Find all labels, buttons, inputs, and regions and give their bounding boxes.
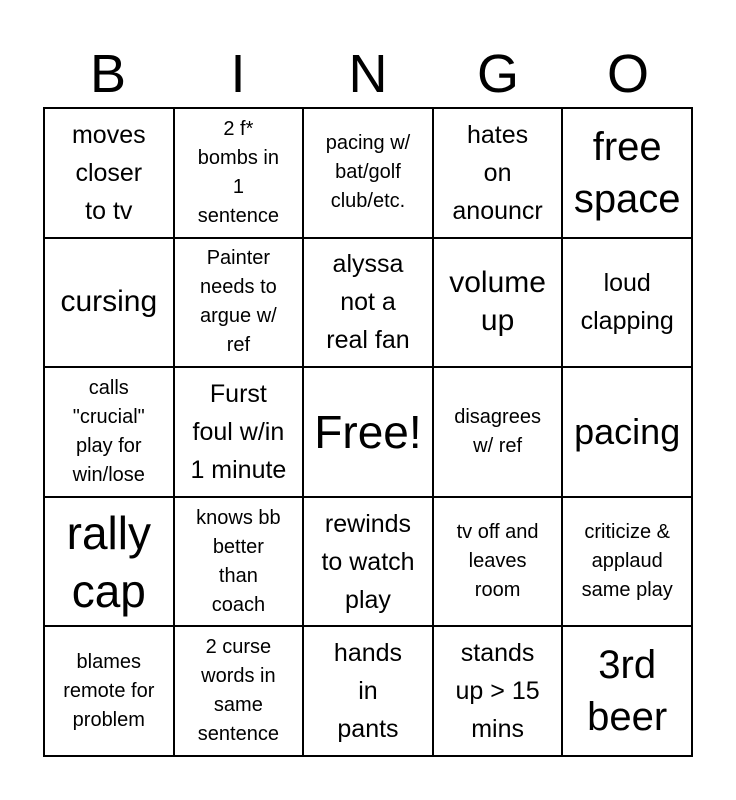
cell-text: calls "crucial" play for win/lose (72, 376, 145, 486)
cell-text: Furst foul w/in 1 minute (190, 379, 287, 484)
bingo-cell[interactable] (433, 108, 563, 238)
bingo-cell[interactable] (562, 108, 692, 238)
bingo-cell[interactable] (44, 626, 174, 756)
bingo-cell[interactable] (433, 367, 563, 497)
cell-text: knows bb better than coach (196, 506, 281, 616)
header-letter-g: G (476, 44, 519, 104)
cell-text: Free! (314, 405, 422, 458)
cell-text: 2 f* bombs in 1 sentence (197, 117, 279, 227)
bingo-cell[interactable] (44, 238, 174, 368)
cell-text: free space (573, 124, 681, 221)
bingo-cell[interactable] (433, 626, 563, 756)
bingo-cell[interactable] (174, 238, 304, 368)
cell-text: hates on anouncr (452, 120, 543, 225)
bingo-cell[interactable] (303, 238, 433, 368)
cell-text: disagrees w/ ref (454, 405, 541, 457)
header-letter-n: N (348, 44, 388, 104)
cell-text: volume up (449, 266, 546, 338)
header-letter-i: I (230, 44, 246, 104)
cell-text: blames remote for problem (63, 650, 155, 731)
cell-text: criticize & applaud same play (581, 521, 673, 602)
bingo-cell[interactable] (433, 497, 563, 627)
cell-text: pacing w/ bat/golf club/etc. (325, 132, 411, 213)
bingo-cell[interactable] (303, 497, 433, 627)
cell-text: stands up > 15 mins (455, 639, 540, 744)
bingo-cell[interactable] (44, 367, 174, 497)
cell-text: alyssa not a real fan (326, 250, 410, 355)
header-letter-b: B (89, 44, 127, 104)
cell-text: moves closer to tv (71, 120, 146, 225)
cell-text: rewinds to watch play (321, 509, 415, 614)
cell-text: rally cap (66, 506, 151, 617)
bingo-header (43, 40, 693, 108)
bingo-cell[interactable] (174, 367, 304, 497)
cell-text: cursing (60, 285, 158, 319)
bingo-cell[interactable] (303, 626, 433, 756)
bingo-cell[interactable] (174, 626, 304, 756)
cell-text: hands in pants (333, 639, 403, 744)
bingo-cell[interactable] (562, 367, 692, 497)
bingo-cell[interactable] (433, 238, 563, 368)
bingo-grid (43, 107, 693, 757)
bingo-cell[interactable] (562, 238, 692, 368)
bingo-cell[interactable] (174, 108, 304, 238)
bingo-cell[interactable] (44, 497, 174, 627)
cell-text: 2 curse words in same sentence (197, 636, 279, 746)
bingo-cell[interactable] (174, 497, 304, 627)
cell-text: loud clapping (580, 269, 674, 336)
bingo-cell[interactable] (303, 367, 433, 497)
bingo-cell[interactable] (562, 626, 692, 756)
cell-text: tv off and leaves room (456, 521, 539, 602)
bingo-cell[interactable] (303, 108, 433, 238)
bingo-cell[interactable] (44, 108, 174, 238)
bingo-cell[interactable] (562, 497, 692, 627)
cell-text: Painter needs to argue w/ ref (200, 247, 277, 357)
cell-text: 3rd beer (587, 643, 668, 740)
header-letter-o: O (606, 44, 649, 104)
cell-text: pacing (574, 410, 681, 452)
